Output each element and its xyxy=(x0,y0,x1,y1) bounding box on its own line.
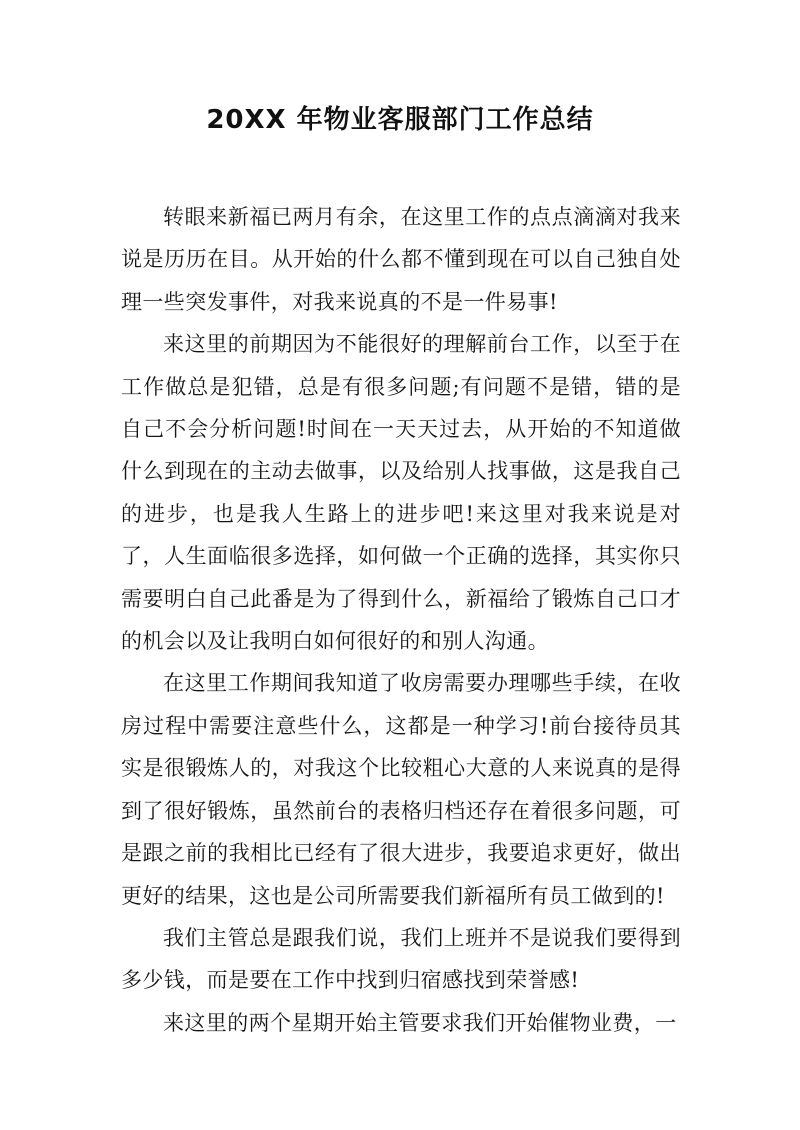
paragraph-1: 转眼来新福已两月有余，在这里工作的点点滴滴对我来说是历历在目。从开始的什么都不懂到现在可以自己独自处理一些突发事件，对我来说真的不是一件易事! xyxy=(121,205,681,314)
paragraph-5: 来这里的两个星期开始主管要求我们开始催物业费，一 xyxy=(163,1010,677,1035)
paragraph-4: 我们主管总是跟我们说，我们上班并不是说我们要得到多少钱，而是要在工作中找到归宿感找到荣誉感! xyxy=(121,925,681,993)
document-title: 20XX 年物业客服部门工作总结 xyxy=(206,105,594,135)
paragraph-2: 来这里的前期因为不能很好的理解前台工作，以至于在工作做总是犯错，总是有很多问题;有问题不是错，错的是自己不会分析问题!时间在一天天过去，从开始的不知道做什么到现在的主动去做事，以及给别人找事做，这是我自己的进步，也是我人生路上的进步吧!来这里对我来说是对了，人生面临很多选择，如何做一个正确的选择，其实你只需要明白自己此番是为了得到什么，新福给了锻炼自己口才的机会以及让我明白如何很好的和别人沟通。 xyxy=(121,332,681,654)
document-body xyxy=(121,196,681,1044)
paragraph-3: 在这里工作期间我知道了收房需要办理哪些手续，在收房过程中需要注意些什么，这都是一种学习!前台接待员其实是很锻炼人的，对我这个比较粗心大意的人来说真的是得到了很好锻炼，虽然前台的表格归档还存在着很多问题，可是跟之前的我相比已经有了很大进步，我要追求更好，做出更好的结果，这也是公司所需要我们新福所有员工做到的! xyxy=(121,671,681,908)
